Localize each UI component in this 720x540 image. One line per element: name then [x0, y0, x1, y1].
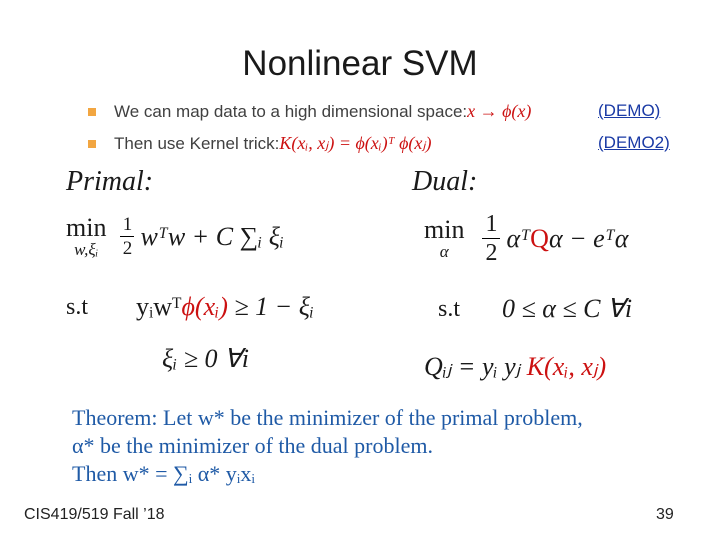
- primal-frac-num: 1: [122, 214, 133, 235]
- primal-constraint-1-post: ≥ 1 − ξᵢ: [227, 292, 314, 321]
- footer-course: CIS419/519 Fall ’18: [24, 506, 165, 523]
- theorem-text-1: Theorem: Let w* be the minimizer of the primal problem,: [72, 405, 583, 430]
- dual-min-operator: [424, 217, 464, 260]
- bullet-2: [88, 133, 432, 154]
- bullet-1-math: x → ϕ(x): [467, 101, 532, 121]
- dual-objective-q: Q: [530, 223, 549, 253]
- dual-min-label: min: [424, 215, 465, 244]
- theorem-line-3: [72, 460, 255, 488]
- primal-st-label: s.t: [66, 294, 89, 320]
- page-number: 39: [656, 506, 674, 523]
- primal-constraint-1: [136, 292, 314, 322]
- primal-fraction: [120, 215, 134, 258]
- primal-objective: [66, 215, 284, 258]
- primal-min-label: min: [66, 213, 107, 242]
- bullet-2-text: Then use Kernel trick:: [114, 133, 280, 153]
- dual-q-def-kernel: K(xᵢ, xⱼ): [526, 352, 607, 381]
- bullet-1: [88, 101, 531, 122]
- fraction-bar: [120, 236, 134, 237]
- demo-link[interactable]: (DEMO): [598, 101, 661, 120]
- dual-heading: Dual:: [412, 166, 478, 197]
- theorem-line-2: [72, 432, 433, 460]
- primal-frac-den: 2: [122, 238, 133, 259]
- primal-objective-expr: wᵀw + C ∑ᵢ ξᵢ: [140, 221, 284, 251]
- bullet-marker-icon: [88, 140, 96, 148]
- dual-min-subscript: α: [439, 242, 449, 261]
- theorem-text-3: Then w* = ∑ᵢ α* yᵢxᵢ: [72, 461, 256, 486]
- dual-frac-den: 2: [485, 240, 498, 266]
- primal-min-subscript: w,ξᵢ: [74, 240, 99, 259]
- dual-objective: [424, 212, 628, 265]
- demo2-link[interactable]: (DEMO2): [598, 133, 670, 152]
- primal-heading: Primal:: [66, 166, 154, 197]
- primal-constraint-1-pre: yᵢwᵀ: [136, 292, 182, 321]
- theorem-line-1: [72, 404, 583, 432]
- primal-min-operator: [66, 215, 106, 258]
- bullet-2-math: K(xᵢ, xⱼ) = ϕ(xᵢ)ᵀ ϕ(xⱼ): [279, 133, 432, 153]
- bullet-marker-icon: [88, 108, 96, 116]
- dual-objective-pre: αᵀ: [506, 223, 531, 253]
- dual-frac-num: 1: [485, 211, 498, 237]
- dual-objective-post: α − eᵀα: [548, 223, 629, 253]
- dual-fraction: [482, 212, 500, 265]
- dual-q-def-pre: Qᵢⱼ = yᵢ yⱼ: [424, 352, 521, 381]
- primal-constraint-2: ξᵢ ≥ 0 ∀i: [162, 344, 250, 373]
- primal-constraint-1-phi: ϕ(xᵢ): [181, 292, 228, 321]
- slide-title: Nonlinear SVM: [242, 44, 478, 83]
- theorem-text-2: α* be the minimizer of the dual problem.: [72, 433, 433, 458]
- fraction-bar: [482, 238, 500, 239]
- dual-q-definition: [424, 352, 606, 382]
- dual-st-label: s.t: [438, 296, 461, 322]
- dual-constraint-1: 0 ≤ α ≤ C ∀i: [502, 294, 633, 323]
- bullet-1-text: We can map data to a high dimensional space:: [114, 101, 468, 121]
